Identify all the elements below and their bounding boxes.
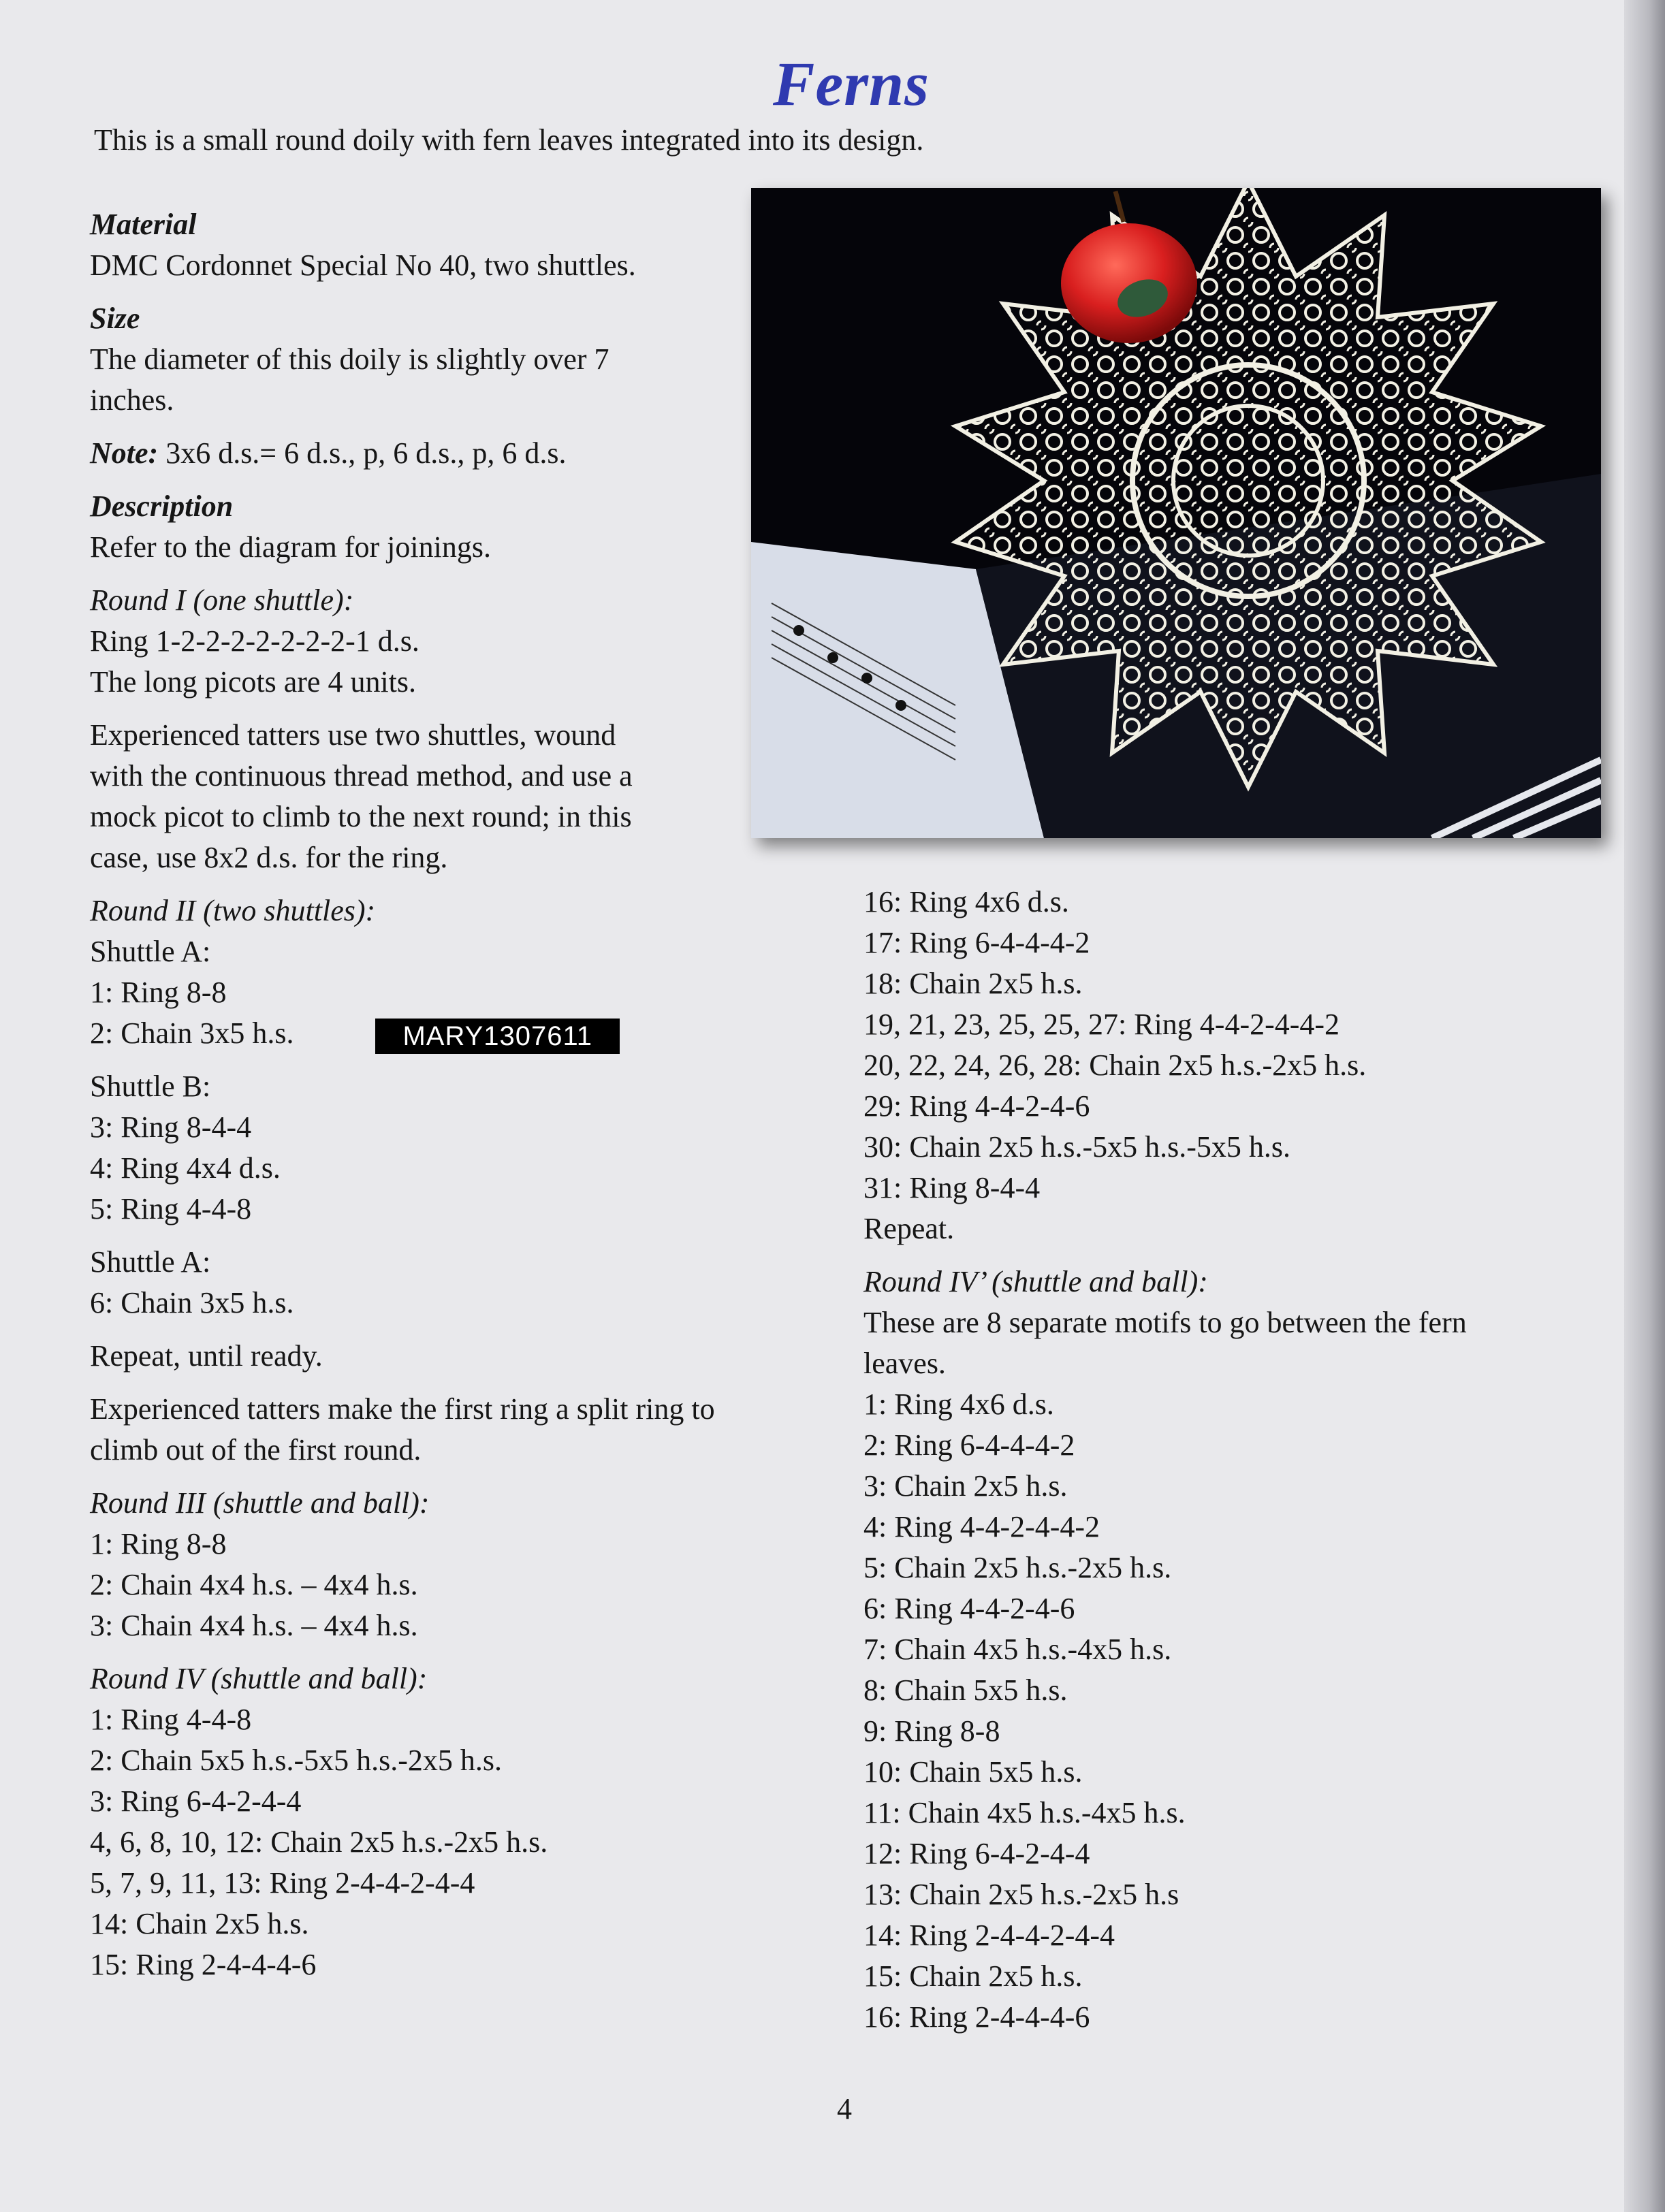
- round4b-line: 11: Chain 4x5 h.s.-4x5 h.s.: [863, 1796, 1186, 1829]
- round4b-line: 10: Chain 5x5 h.s.: [863, 1755, 1083, 1789]
- description-heading: Description: [90, 490, 234, 523]
- round2-line: 4: Ring 4x4 d.s.: [90, 1151, 281, 1185]
- round4-repeat: Repeat.: [863, 1212, 955, 1245]
- round4b-line: 16: Ring 2-4-4-4-6: [863, 2000, 1090, 2034]
- round2-note-line: climb out of the first round.: [90, 1433, 422, 1466]
- round4b-line: 7: Chain 4x5 h.s.-4x5 h.s.: [863, 1633, 1172, 1666]
- size-text-line: The diameter of this doily is slightly over 7: [90, 342, 609, 376]
- round4-line: 2: Chain 5x5 h.s.-5x5 h.s.-2x5 h.s.: [90, 1744, 502, 1777]
- round1-heading: Round I (one shuttle):: [90, 583, 354, 617]
- round2-section: [90, 891, 730, 1054]
- round3-section: [90, 1483, 730, 1646]
- round4-heading: Round IV (shuttle and ball):: [90, 1662, 428, 1695]
- size-text-line: inches.: [90, 383, 174, 417]
- round1-line: The long picots are 4 units.: [90, 665, 417, 699]
- page-number: 4: [837, 2092, 852, 2126]
- round4b-section: [863, 1262, 1592, 2038]
- watermark-label: MARY1307611: [375, 1019, 620, 1054]
- page-title: Ferns: [773, 49, 930, 118]
- round1-note: [90, 715, 730, 878]
- page-edge-shadow: [1624, 0, 1665, 2212]
- material-section: [90, 204, 730, 286]
- round2-heading: Round II (two shuttles):: [90, 894, 376, 927]
- round4b-heading: Round IV’ (shuttle and ball):: [863, 1265, 1208, 1298]
- round4-continued: [863, 882, 1592, 1249]
- round4b-line: 6: Ring 4-4-2-4-6: [863, 1592, 1075, 1625]
- round4b-line: 9: Ring 8-8: [863, 1714, 1000, 1748]
- round4-line: 17: Ring 6-4-4-4-2: [863, 926, 1090, 959]
- round4b-line: 1: Ring 4x6 d.s.: [863, 1388, 1054, 1421]
- round3-heading: Round III (shuttle and ball):: [90, 1486, 430, 1520]
- doily-photo-illustration: [751, 188, 1601, 838]
- material-text: DMC Cordonnet Special No 40, two shuttles.: [90, 249, 636, 282]
- shuttle-b-section: [90, 1066, 730, 1230]
- round4-line: 18: Chain 2x5 h.s.: [863, 967, 1083, 1000]
- doily-photo: [751, 188, 1601, 838]
- round1-note-line: case, use 8x2 d.s. for the ring.: [90, 841, 448, 874]
- round4-line: 16: Ring 4x6 d.s.: [863, 885, 1069, 918]
- round2-line: 1: Ring 8-8: [90, 976, 227, 1009]
- round4-line: 20, 22, 24, 26, 28: Chain 2x5 h.s.-2x5 h.s.: [863, 1048, 1367, 1082]
- round3-line: 1: Ring 8-8: [90, 1527, 227, 1560]
- round4b-line: 13: Chain 2x5 h.s.-2x5 h.s: [863, 1878, 1179, 1911]
- material-heading: Material: [90, 208, 197, 241]
- size-section: [90, 298, 730, 421]
- round1-line: Ring 1-2-2-2-2-2-2-2-1 d.s.: [90, 624, 419, 658]
- round4-line: 1: Ring 4-4-8: [90, 1703, 252, 1736]
- round2-line: 6: Chain 3x5 h.s.: [90, 1286, 294, 1319]
- round4-line: 3: Ring 6-4-2-4-4: [90, 1784, 302, 1818]
- round4-line: 30: Chain 2x5 h.s.-5x5 h.s.-5x5 h.s.: [863, 1130, 1290, 1164]
- round2-note: [90, 1389, 730, 1471]
- round4-line: 14: Chain 2x5 h.s.: [90, 1907, 309, 1940]
- shuttle-a2-label: Shuttle A:: [90, 1245, 211, 1279]
- shuttle-a2-section: [90, 1242, 730, 1324]
- round4b-line: 14: Ring 2-4-4-2-4-4: [863, 1919, 1115, 1952]
- round4b-line: 3: Chain 2x5 h.s.: [863, 1469, 1068, 1503]
- shuttle-a-label: Shuttle A:: [90, 935, 211, 968]
- description-text: Refer to the diagram for joinings.: [90, 530, 491, 564]
- round2-note-line: Experienced tatters make the first ring a split ring to: [90, 1392, 715, 1426]
- round4-section: [90, 1658, 730, 1985]
- round1-note-line: with the continuous thread method, and use a: [90, 759, 633, 792]
- round1-section: [90, 580, 730, 703]
- note-text: 3x6 d.s.= 6 d.s., p, 6 d.s., p, 6 d.s.: [165, 436, 567, 470]
- description-section: [90, 486, 730, 568]
- round4b-line: 2: Ring 6-4-4-4-2: [863, 1428, 1075, 1462]
- round4b-intro-line: These are 8 separate motifs to go between the fern: [863, 1306, 1467, 1339]
- round4-line: 19, 21, 23, 25, 25, 27: Ring 4-4-2-4-4-2: [863, 1008, 1340, 1041]
- round4b-line: 5: Chain 2x5 h.s.-2x5 h.s.: [863, 1551, 1172, 1584]
- round4b-intro-line: leaves.: [863, 1347, 946, 1380]
- round4-line: 31: Ring 8-4-4: [863, 1171, 1041, 1204]
- round2-line: 3: Ring 8-4-4: [90, 1110, 252, 1144]
- round3-line: 2: Chain 4x4 h.s. – 4x4 h.s.: [90, 1568, 418, 1601]
- right-column: [863, 882, 1592, 2050]
- round1-note-line: mock picot to climb to the next round; in this: [90, 800, 632, 833]
- round4-line: 29: Ring 4-4-2-4-6: [863, 1089, 1090, 1123]
- left-column: [90, 204, 730, 1998]
- intro-text: This is a small round doily with fern leaves integrated into its design.: [94, 123, 924, 157]
- shuttle-b-label: Shuttle B:: [90, 1070, 211, 1103]
- round2-line: 2: Chain 3x5 h.s.: [90, 1016, 294, 1050]
- note-section: [90, 433, 730, 474]
- size-heading: Size: [90, 302, 140, 335]
- round2-line: 5: Ring 4-4-8: [90, 1192, 252, 1225]
- note-label: Note:: [90, 436, 159, 470]
- round3-line: 3: Chain 4x4 h.s. – 4x4 h.s.: [90, 1609, 418, 1642]
- round1-note-line: Experienced tatters use two shuttles, wound: [90, 718, 616, 752]
- repeat-ready-text: Repeat, until ready.: [90, 1339, 323, 1373]
- round4-line: 15: Ring 2-4-4-4-6: [90, 1948, 317, 1981]
- round4-line: 4, 6, 8, 10, 12: Chain 2x5 h.s.-2x5 h.s.: [90, 1825, 548, 1859]
- round4b-line: 8: Chain 5x5 h.s.: [863, 1673, 1068, 1707]
- repeat-ready: [90, 1336, 730, 1377]
- round4-line: 5, 7, 9, 11, 13: Ring 2-4-4-2-4-4: [90, 1866, 475, 1900]
- round4b-line: 4: Ring 4-4-2-4-4-2: [863, 1510, 1100, 1543]
- round4b-line: 15: Chain 2x5 h.s.: [863, 1959, 1083, 1993]
- round4b-line: 12: Ring 6-4-2-4-4: [863, 1837, 1090, 1870]
